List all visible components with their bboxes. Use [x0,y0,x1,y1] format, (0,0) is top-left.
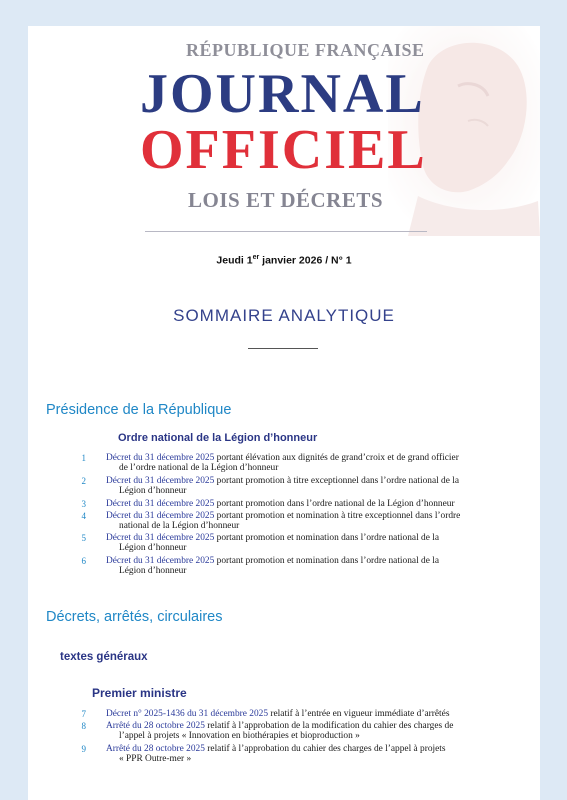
subsection-legion-honneur[interactable]: Ordre national de la Légion d’honneur [118,432,318,444]
issue-date: Jeudi 1er janvier 2026 / N° 1 [216,254,352,267]
item-link[interactable]: Décret du 31 décembre 2025 [106,476,215,486]
lois-et-decrets-label: LOIS ET DÉCRETS [188,188,384,212]
masthead-divider [145,231,427,232]
title-divider [248,348,318,349]
item-link[interactable]: Décret du 31 décembre 2025 [106,533,215,543]
republique-francaise-label: RÉPUBLIQUE FRANÇAISE [186,40,425,60]
item-link[interactable]: Décret du 31 décembre 2025 [106,511,215,521]
journal-title: JOURNAL [140,63,425,125]
item-link[interactable]: Arrêté du 28 octobre 2025 [106,744,205,754]
item-link[interactable]: Décret n° 2025-1436 du 31 décembre 2025 [106,709,269,719]
item-link[interactable]: Décret du 31 décembre 2025 [106,499,215,509]
item-link[interactable]: Arrêté du 28 octobre 2025 [106,721,205,731]
item-link[interactable]: Décret du 31 décembre 2025 [106,453,215,463]
section-title-presidence[interactable]: Présidence de la République [46,402,232,418]
subsection-premier-ministre[interactable]: Premier ministre [92,686,187,700]
officiel-title: OFFICIEL [140,119,427,181]
sommaire-title: SOMMAIRE ANALYTIQUE [173,306,395,325]
section-title-decrets[interactable]: Décrets, arrêtés, circulaires [46,609,223,625]
group-textes-generaux[interactable]: textes généraux [60,651,148,663]
journal-page: RÉPUBLIQUE FRANÇAISE JOURNAL OFFICIEL LOIS ET DÉCRETS Jeudi 1er janvier 2026 / N° 1 SOMMAIRE ANALYTIQUE Présidence de la République Ordre national de la Légion d’honneur 1 Décret du 31 décembre 2025 portant élévation aux dignités de grand’croix et de grand officier de l’ordre national de la Légion d’honneur 2 Décret du 31 décembre 2025 portant promotion à titre exceptionnel dans l’ordre national de la Légion d’honneur 3 Décret du 31 décembre 2025 portant promotion dans l’ordre national de la Légion d’honneur 4 Décret du 31 décembre 2025 portant promotion et nomination à titre exceptionnel dans l’ordre national de la Légion d’honneur 5 Décret du 31 décembre 2025 portant promotion et nomination dans l’ordre national de la Légion d’honneur 6 Décret du 31 décembre 2025 portant promotion et nomination dans l’ordre national de la Légion d’honneur Décrets, arrêtés, circulaires textes généraux Premier ministre 7 Décret n° 2025-1436 du 31 décembre 2025 relatif à l’entrée en vigueur immédiate d’arrêtés 8 Arrêté du 28 octobre 2025 relatif à l’approbation de la modification du cahier des charges de l’appel à projets « Innovation en biothérapies et bioproduction » 9 Arrêté du 28 octobre 2025 relatif à l’approbation du cahier des charges de l’appel à projets « PPR Outre-mer » [28,26,540,800]
masthead [28,26,540,236]
item-link[interactable]: Décret du 31 décembre 2025 [106,556,215,566]
